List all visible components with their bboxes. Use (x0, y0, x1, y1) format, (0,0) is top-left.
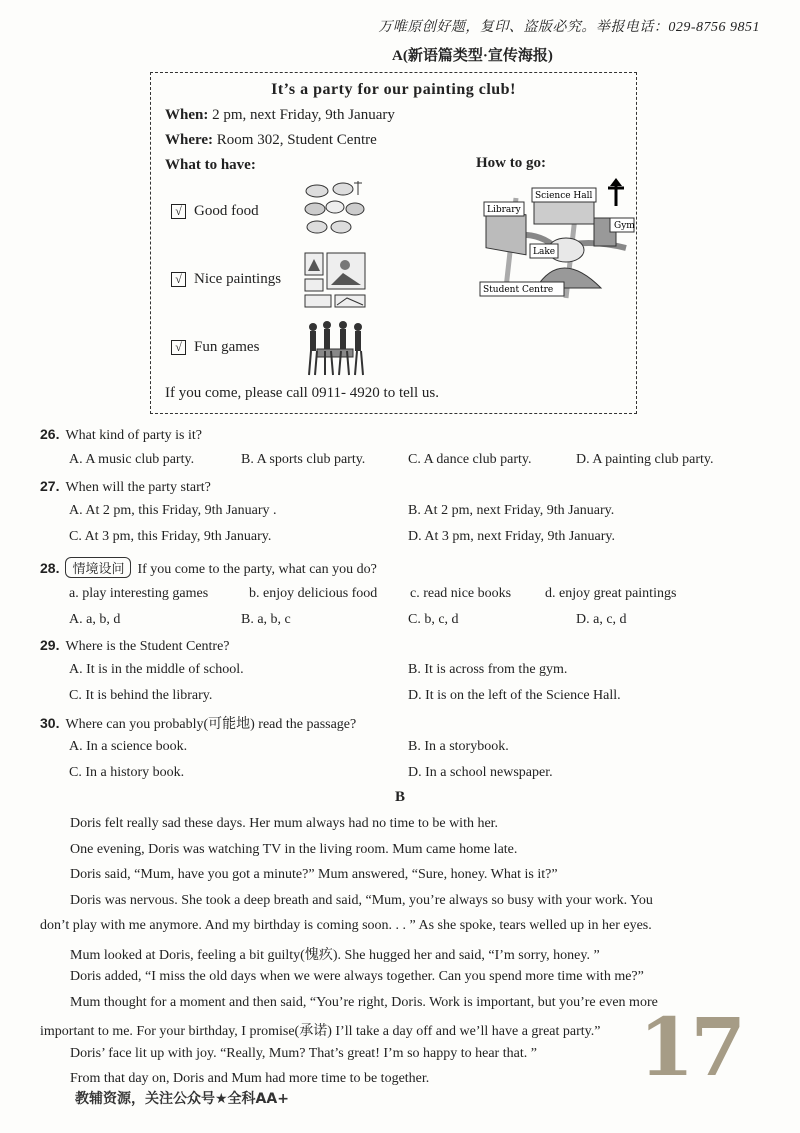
q28-option-d[interactable]: D. a, c, d (576, 612, 627, 627)
q28-option-b[interactable]: B. a, b, c (241, 612, 291, 627)
item-good-food (171, 203, 259, 220)
map-label-student-centre: Student Centre (483, 285, 554, 295)
q27-option-c[interactable]: C. At 3 pm, this Friday, 9th January. (69, 529, 272, 544)
how-to-go-label: How to go: (476, 155, 546, 171)
q26-option-c[interactable]: C. A dance club party. (408, 452, 532, 467)
school-map (476, 178, 636, 308)
question-text: What kind of party is it? (65, 428, 202, 443)
scenario-tag: 情境设问 (65, 557, 131, 578)
paintings-picture (303, 251, 367, 309)
item-label: Fun games (194, 339, 260, 355)
question-number: 28. (40, 560, 60, 576)
item-fun-games (171, 339, 259, 356)
map-label-lake: Lake (533, 247, 556, 257)
map-label-science-hall: Science Hall (535, 191, 593, 201)
question-28 (40, 557, 377, 578)
q26-option-d[interactable]: D. A painting club party. (576, 452, 714, 467)
q29-option-c[interactable]: C. It is behind the library. (69, 688, 213, 703)
passage-paragraph: From that day on, Doris and Mum had more time to be together. (70, 1071, 430, 1086)
page-number: 17 (638, 1000, 742, 1094)
passage-paragraph: Mum thought for a moment and then said, “You’re right, Doris. Work is important, but you’re even more (70, 995, 658, 1010)
poster-where (165, 132, 377, 149)
q26-option-b[interactable]: B. A sports club party. (241, 452, 366, 467)
copyright-notice: 万唯原创好题，复印、盗版必究。举报电话：029-8756 9851 (378, 20, 760, 35)
party-poster (150, 72, 637, 414)
q27-option-d[interactable]: D. At 3 pm, next Friday, 9th January. (408, 529, 615, 544)
passage-paragraph: Doris added, “I miss the old days when we were always together. Can you spend more time with me?” (70, 969, 644, 984)
q29-option-b[interactable]: B. It is across from the gym. (408, 662, 568, 677)
section-b-heading: B (395, 789, 406, 805)
question-number: 30. (40, 715, 60, 731)
where-label: Where: (165, 132, 214, 148)
item-label: Nice paintings (194, 271, 282, 287)
when-value: 2 pm, next Friday, 9th January (212, 107, 395, 123)
passage-paragraph: Doris’ face lit up with joy. “Really, Mum? That’s great! I’m so happy to hear that. ” (70, 1046, 537, 1061)
section-a-heading: A(新语篇类型·宣传海报) (392, 48, 553, 64)
passage-paragraph: Doris felt really sad these days. Her mum always had no time to be with her. (70, 816, 499, 831)
question-text: If you come to the party, what can you do? (137, 562, 377, 577)
q28-option-a[interactable]: A. a, b, d (69, 612, 121, 627)
question-number: 26. (40, 426, 60, 442)
q30-option-d[interactable]: D. In a school newspaper. (408, 765, 553, 780)
question-29 (40, 637, 230, 655)
q27-option-a[interactable]: A. At 2 pm, this Friday, 9th January . (69, 503, 277, 518)
what-to-have-label: What to have: (165, 157, 256, 173)
q28-option-c[interactable]: C. b, c, d (408, 612, 459, 627)
question-number: 29. (40, 637, 60, 653)
poster-call-text: If you come, please call 0911- 4920 to tell us. (165, 385, 439, 401)
passage-paragraph: One evening, Doris was watching TV in the living room. Mum came home late. (70, 842, 518, 857)
food-picture (303, 179, 365, 237)
question-text: When will the party start? (65, 480, 211, 495)
passage-paragraph: Mum looked at Doris, feeling a bit guilty(愧疚). She hugged her and said, “I’m sorry, honey. ” (70, 948, 600, 963)
q30-option-a[interactable]: A. In a science book. (69, 739, 188, 754)
question-27 (40, 478, 211, 496)
item-label: Good food (194, 203, 259, 219)
q29-option-a[interactable]: A. It is in the middle of school. (69, 662, 244, 677)
poster-title: It’s a party for our painting club! (271, 81, 516, 98)
passage-paragraph: important to me. For your birthday, I promise(承诺) I’ll take a day off and we’ll have a great party.” (40, 1024, 601, 1039)
passage-paragraph: Doris was nervous. She took a deep breath and said, “Mum, you’re always so busy with your work. You (70, 893, 653, 908)
q28-choice-b: b. enjoy delicious food (249, 586, 378, 601)
q28-choice-a: a. play interesting games (69, 586, 209, 601)
q26-option-a[interactable]: A. A music club party. (69, 452, 195, 467)
poster-when (165, 107, 395, 124)
passage-paragraph: don’t play with me anymore. And my birthday is coming soon. . . ” As she spoke, tears welled up in her eyes. (40, 918, 652, 933)
question-number: 27. (40, 478, 60, 494)
q28-choice-d: d. enjoy great paintings (545, 586, 677, 601)
item-nice-paintings (171, 271, 281, 288)
checkbox-icon: √ (171, 340, 186, 355)
passage-paragraph: Doris said, “Mum, have you got a minute?” Mum answered, “Sure, honey. What is it?” (70, 867, 558, 882)
q27-option-b[interactable]: B. At 2 pm, next Friday, 9th January. (408, 503, 615, 518)
map-label-gym: Gym (614, 221, 635, 231)
question-text: Where is the Student Centre? (65, 639, 230, 654)
map-label-library: Library (487, 205, 521, 215)
q30-option-b[interactable]: B. In a storybook. (408, 739, 509, 754)
checkbox-icon: √ (171, 272, 186, 287)
q29-option-d[interactable]: D. It is on the left of the Science Hall. (408, 688, 621, 703)
where-value: Room 302, Student Centre (216, 132, 377, 148)
question-text: Where can you probably(可能地) read the passage? (65, 717, 357, 732)
footer-text: 教辅资源，关注公众号★全科AA+ (75, 1091, 289, 1107)
checkbox-icon: √ (171, 204, 186, 219)
games-picture (303, 319, 367, 377)
q28-choice-c: c. read nice books (410, 586, 512, 601)
question-26 (40, 426, 202, 444)
q30-option-c[interactable]: C. In a history book. (69, 765, 185, 780)
question-30 (40, 713, 356, 733)
when-label: When: (165, 107, 209, 123)
